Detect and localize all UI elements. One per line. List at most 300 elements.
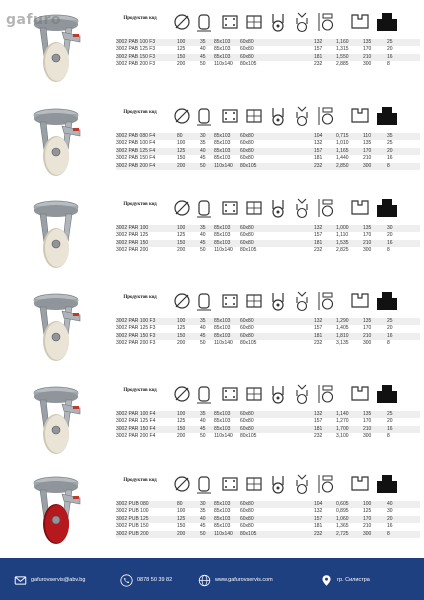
table-cell: 181 <box>314 155 323 162</box>
table-cell: 2,825 <box>336 247 349 254</box>
swivel-brake-icon <box>292 383 312 405</box>
table-row <box>116 433 420 440</box>
table-cell: 1,365 <box>336 523 349 530</box>
weight-icon <box>349 290 371 310</box>
table-cell: 60x80 <box>240 140 254 147</box>
table-cell: 8 <box>387 530 390 537</box>
table-cell: 157 <box>314 46 323 53</box>
table-cell: 35 <box>200 411 206 417</box>
bearing-type-icon <box>268 105 288 127</box>
table-cell: 110x140 <box>214 530 233 537</box>
table-cell: 60x80 <box>240 53 254 60</box>
table-cell: 232 <box>314 162 323 169</box>
table-cell: 104 <box>314 133 323 139</box>
wheel-width-icon <box>194 383 214 405</box>
load-capacity-icon <box>374 105 400 127</box>
table-cell: 3002 PAB 125 F4 <box>116 147 156 154</box>
table-cell: 1,550 <box>336 53 349 60</box>
table-cell: 30 <box>200 133 206 139</box>
table-cell: 3002 PAR 125 <box>116 232 149 239</box>
table-cell: 85x103 <box>214 147 231 154</box>
table-row <box>116 340 420 347</box>
table-row <box>116 411 420 418</box>
table-cell: 150 <box>177 332 186 339</box>
table-cell: 3002 PAB 100 F4 <box>116 140 156 147</box>
table-cell: 45 <box>200 53 206 60</box>
load-capacity-icon <box>374 473 400 495</box>
table-cell: 157 <box>314 418 323 425</box>
table-cell: 35 <box>200 318 206 324</box>
table-cell: 232 <box>314 340 323 347</box>
table-cell: 210 <box>363 523 372 530</box>
swivel-brake-icon <box>292 11 312 33</box>
table-cell: 35 <box>200 140 206 147</box>
table-cell: 0,895 <box>336 508 349 515</box>
table-row <box>116 148 420 155</box>
footer-email[interactable]: gafurovservis@abv.bg <box>14 572 85 588</box>
table-cell: 60x80 <box>240 147 254 154</box>
table-cell: 80x105 <box>240 61 257 68</box>
wheel-width-icon <box>194 105 214 127</box>
table-cell: 210 <box>363 425 372 432</box>
table-cell: 0,715 <box>336 133 349 139</box>
table-cell: 125 <box>177 232 186 239</box>
table-cell: 60x80 <box>240 425 254 432</box>
product-code-header: Продуктов код <box>123 295 157 300</box>
table-cell: 20 <box>387 46 393 53</box>
table-cell: 50 <box>200 61 206 68</box>
table-cell: 2,850 <box>336 162 349 169</box>
table-cell: 100 <box>177 140 186 147</box>
table-cell: 16 <box>387 155 393 162</box>
table-header <box>116 287 420 315</box>
table-cell: 8 <box>387 247 390 254</box>
table-cell: 40 <box>200 46 206 53</box>
table-cell: 1,110 <box>336 232 349 239</box>
table-cell: 8 <box>387 433 390 440</box>
hole-spacing-icon <box>244 290 264 312</box>
table-cell: 35 <box>200 39 206 45</box>
weight-icon <box>349 105 371 125</box>
footer-phone[interactable]: 0878 50 39 82 <box>120 572 172 588</box>
table-cell: 80x105 <box>240 247 257 254</box>
overall-height-icon <box>315 11 335 33</box>
table-cell: 200 <box>177 247 186 254</box>
bearing-type-icon <box>268 383 288 405</box>
table-header <box>116 8 420 36</box>
table-row <box>116 61 420 68</box>
table-cell: 132 <box>314 411 323 417</box>
location-pin-icon <box>320 574 333 587</box>
hole-spacing-icon <box>244 11 264 33</box>
table-cell: 50 <box>200 247 206 254</box>
table-cell: 20 <box>387 232 393 239</box>
table-cell: 210 <box>363 332 372 339</box>
table-row <box>116 523 420 530</box>
table-cell: 132 <box>314 140 323 147</box>
footer-location: гр. Силистра <box>320 572 370 588</box>
table-cell: 104 <box>314 501 323 507</box>
table-cell: 20 <box>387 418 393 425</box>
table-cell: 170 <box>363 147 372 154</box>
wheel-diameter-icon <box>172 383 192 405</box>
product-block <box>0 102 424 182</box>
table-cell: 181 <box>314 239 323 246</box>
table-cell: 8 <box>387 162 390 169</box>
overall-height-icon <box>315 105 335 127</box>
table-cell: 170 <box>363 418 372 425</box>
table-cell: 3002 PAB 080 F4 <box>116 133 156 139</box>
table-cell: 110x140 <box>214 340 233 347</box>
table-header <box>116 380 420 408</box>
wheel-diameter-icon <box>172 473 192 495</box>
table-cell: 85x103 <box>214 508 231 515</box>
table-cell: 135 <box>363 140 372 147</box>
caster-wheel-image <box>26 291 86 365</box>
table-cell: 8 <box>387 340 390 347</box>
load-capacity-icon <box>374 383 400 405</box>
table-cell: 200 <box>177 162 186 169</box>
wheel-width-icon <box>194 197 214 219</box>
table-row <box>116 133 420 140</box>
table-row <box>116 501 420 508</box>
table-cell: 1,810 <box>336 332 349 339</box>
table-row <box>116 247 420 254</box>
table-cell: 157 <box>314 325 323 332</box>
table-cell: 40 <box>200 515 206 522</box>
table-cell: 232 <box>314 247 323 254</box>
table-row <box>116 508 420 515</box>
table-cell: 85x103 <box>214 418 231 425</box>
wheel-diameter-icon <box>172 11 192 33</box>
table-cell: 2,725 <box>336 530 349 537</box>
spec-table <box>116 102 420 182</box>
table-cell: 16 <box>387 53 393 60</box>
product-block <box>0 470 424 550</box>
table-cell: 1,290 <box>336 318 349 324</box>
table-cell: 125 <box>177 325 186 332</box>
table-cell: 157 <box>314 515 323 522</box>
table-cell: 35 <box>200 508 206 515</box>
spec-table <box>116 194 420 274</box>
table-row <box>116 418 420 425</box>
table-cell: 150 <box>177 53 186 60</box>
weight-icon <box>349 197 371 217</box>
table-cell: 181 <box>314 425 323 432</box>
table-cell: 50 <box>200 433 206 440</box>
table-header <box>116 194 420 222</box>
table-cell: 85x103 <box>214 155 231 162</box>
table-cell: 60x80 <box>240 155 254 162</box>
plate-size-icon <box>220 383 240 405</box>
table-cell: 135 <box>363 39 372 45</box>
table-row <box>116 46 420 53</box>
table-cell: 125 <box>177 418 186 425</box>
table-cell: 125 <box>177 515 186 522</box>
table-cell: 25 <box>387 39 393 45</box>
table-cell: 20 <box>387 325 393 332</box>
table-cell: 50 <box>200 340 206 347</box>
spec-table <box>116 470 420 550</box>
table-cell: 1,440 <box>336 155 349 162</box>
table-cell: 85x103 <box>214 239 231 246</box>
product-block <box>0 380 424 460</box>
table-cell: 132 <box>314 318 323 324</box>
overall-height-icon <box>315 197 335 219</box>
table-cell: 25 <box>387 318 393 324</box>
table-cell: 60x80 <box>240 418 254 425</box>
table-row <box>116 140 420 147</box>
bearing-type-icon <box>268 290 288 312</box>
table-cell: 232 <box>314 530 323 537</box>
table-cell: 16 <box>387 523 393 530</box>
table-cell: 3002 PAR 200 <box>116 247 149 254</box>
table-cell: 40 <box>200 232 206 239</box>
table-cell: 80x105 <box>240 340 257 347</box>
table-row <box>116 318 420 325</box>
table-cell: 60x80 <box>240 225 254 231</box>
load-capacity-icon <box>374 197 400 219</box>
table-cell: 3002 PAR 125 F3 <box>116 325 156 332</box>
globe-icon <box>198 574 211 587</box>
table-cell: 135 <box>363 411 372 417</box>
table-cell: 45 <box>200 425 206 432</box>
table-cell: 181 <box>314 332 323 339</box>
table-cell: 100 <box>177 39 186 45</box>
table-cell: 30 <box>387 225 393 231</box>
table-cell: 110x140 <box>214 162 233 169</box>
table-cell: 1,165 <box>336 147 349 154</box>
table-cell: 85x103 <box>214 501 231 507</box>
table-cell: 80x105 <box>240 530 257 537</box>
table-cell: 60x80 <box>240 133 254 139</box>
table-cell: 132 <box>314 39 323 45</box>
table-cell: 210 <box>363 239 372 246</box>
wheel-diameter-icon <box>172 290 192 312</box>
hole-spacing-icon <box>244 383 264 405</box>
table-cell: 80 <box>177 501 183 507</box>
product-code-header: Продуктов код <box>123 202 157 207</box>
table-cell: 135 <box>363 225 372 231</box>
table-cell: 85x103 <box>214 515 231 522</box>
table-cell: 50 <box>200 162 206 169</box>
table-cell: 60x80 <box>240 232 254 239</box>
hole-spacing-icon <box>244 473 264 495</box>
table-cell: 30 <box>200 501 206 507</box>
table-cell: 25 <box>387 411 393 417</box>
table-header <box>116 470 420 498</box>
table-cell: 8 <box>387 61 390 68</box>
table-cell: 80 <box>177 133 183 139</box>
product-block <box>0 287 424 367</box>
table-cell: 1,270 <box>336 418 349 425</box>
phone-icon <box>120 574 133 587</box>
table-cell: 3002 PUB 125 <box>116 515 149 522</box>
table-cell: 85x103 <box>214 318 231 324</box>
table-cell: 150 <box>177 523 186 530</box>
table-cell: 157 <box>314 232 323 239</box>
swivel-brake-icon <box>292 105 312 127</box>
table-cell: 0,605 <box>336 501 349 507</box>
wheel-width-icon <box>194 11 214 33</box>
table-cell: 35 <box>200 225 206 231</box>
table-cell: 80x105 <box>240 162 257 169</box>
table-cell: 16 <box>387 239 393 246</box>
table-cell: 181 <box>314 523 323 530</box>
table-cell: 85x103 <box>214 225 231 231</box>
table-cell: 3002 PAB 100 F3 <box>116 39 156 45</box>
table-row <box>116 54 420 61</box>
envelope-icon <box>14 574 27 587</box>
plate-size-icon <box>220 290 240 312</box>
table-cell: 3002 PAR 100 F3 <box>116 318 156 324</box>
overall-height-icon <box>315 383 335 405</box>
table-cell: 110 <box>363 133 371 139</box>
table-cell: 200 <box>177 340 186 347</box>
table-cell: 181 <box>314 53 323 60</box>
table-cell: 210 <box>363 155 372 162</box>
table-cell: 85x103 <box>214 46 231 53</box>
table-cell: 60x80 <box>240 501 254 507</box>
table-cell: 40 <box>200 147 206 154</box>
table-cell: 300 <box>363 162 372 169</box>
table-cell: 85x103 <box>214 332 231 339</box>
table-cell: 3002 PUB 150 <box>116 523 149 530</box>
wheel-diameter-icon <box>172 105 192 127</box>
table-row <box>116 163 420 170</box>
table-cell: 45 <box>200 332 206 339</box>
product-block <box>0 8 424 88</box>
table-cell: 232 <box>314 433 323 440</box>
product-code-header: Продуктов код <box>123 478 157 483</box>
hole-spacing-icon <box>244 197 264 219</box>
swivel-brake-icon <box>292 197 312 219</box>
table-cell: 210 <box>363 53 372 60</box>
table-cell: 3002 PAR 150 <box>116 239 149 246</box>
table-cell: 85x103 <box>214 140 231 147</box>
table-cell: 110x140 <box>214 247 233 254</box>
table-cell: 300 <box>363 340 372 347</box>
table-cell: 3002 PAB 150 F3 <box>116 53 156 60</box>
table-cell: 45 <box>200 155 206 162</box>
overall-height-icon <box>315 290 335 312</box>
weight-icon <box>349 383 371 403</box>
table-cell: 85x103 <box>214 325 231 332</box>
table-cell: 232 <box>314 61 323 68</box>
bearing-type-icon <box>268 11 288 33</box>
table-row <box>116 516 420 523</box>
product-code-header: Продуктов код <box>123 16 157 21</box>
table-cell: 3002 PAB 200 F4 <box>116 162 156 169</box>
table-cell: 200 <box>177 530 186 537</box>
table-cell: 300 <box>363 247 372 254</box>
product-block <box>0 194 424 274</box>
footer-website[interactable]: www.gafurovservis.com <box>198 572 273 588</box>
bearing-type-icon <box>268 197 288 219</box>
table-cell: 125 <box>363 508 372 515</box>
swivel-brake-icon <box>292 290 312 312</box>
table-cell: 60x80 <box>240 318 254 324</box>
contact-footer <box>0 558 424 600</box>
table-cell: 125 <box>177 46 186 53</box>
table-cell: 85x103 <box>214 232 231 239</box>
weight-icon <box>349 473 371 493</box>
table-cell: 110x140 <box>214 433 233 440</box>
watermark-text: gafuro <box>6 12 62 28</box>
wheel-width-icon <box>194 473 214 495</box>
table-cell: 3002 PAB 150 F4 <box>116 155 156 162</box>
table-row <box>116 232 420 239</box>
table-cell: 3,100 <box>336 433 349 440</box>
table-cell: 45 <box>200 239 206 246</box>
product-code-header: Продуктов код <box>123 388 157 393</box>
table-row <box>116 531 420 538</box>
table-cell: 1,140 <box>336 411 349 417</box>
table-cell: 110x140 <box>214 61 233 68</box>
load-capacity-icon <box>374 11 400 33</box>
wheel-width-icon <box>194 290 214 312</box>
table-row <box>116 225 420 232</box>
table-cell: 3002 PAR 150 F4 <box>116 425 156 432</box>
table-cell: 85x103 <box>214 411 231 417</box>
table-cell: 1,700 <box>336 425 349 432</box>
table-cell: 300 <box>363 433 372 440</box>
table-cell: 135 <box>363 318 372 324</box>
table-cell: 60x80 <box>240 46 254 53</box>
table-cell: 3002 PUB 080 <box>116 501 149 507</box>
table-cell: 40 <box>200 418 206 425</box>
table-cell: 60x80 <box>240 332 254 339</box>
table-cell: 85x103 <box>214 425 231 432</box>
table-cell: 30 <box>387 508 393 515</box>
table-cell: 3002 PUB 200 <box>116 530 149 537</box>
table-cell: 1,160 <box>336 39 349 45</box>
table-cell: 60x80 <box>240 523 254 530</box>
table-cell: 60x80 <box>240 39 254 45</box>
table-cell: 3002 PAR 200 F3 <box>116 340 156 347</box>
table-cell: 1,315 <box>336 46 349 53</box>
caster-wheel-image <box>26 474 86 548</box>
table-cell: 60x80 <box>240 508 254 515</box>
caster-wheel-image <box>26 198 86 272</box>
table-cell: 45 <box>200 523 206 530</box>
table-cell: 20 <box>387 147 393 154</box>
table-cell: 1,060 <box>336 515 349 522</box>
bearing-type-icon <box>268 473 288 495</box>
plate-size-icon <box>220 197 240 219</box>
spec-table <box>116 287 420 367</box>
table-cell: 170 <box>363 232 372 239</box>
table-cell: 170 <box>363 46 372 53</box>
table-cell: 25 <box>387 140 393 147</box>
table-cell: 60x80 <box>240 239 254 246</box>
table-cell: 1,010 <box>336 140 349 147</box>
table-cell: 100 <box>177 318 186 324</box>
table-cell: 1,535 <box>336 239 349 246</box>
spec-table <box>116 8 420 88</box>
product-code-header: Продуктов код <box>123 110 157 115</box>
caster-wheel-image <box>26 384 86 458</box>
table-row <box>116 325 420 332</box>
table-cell: 100 <box>177 411 186 417</box>
plate-size-icon <box>220 473 240 495</box>
table-cell: 40 <box>200 325 206 332</box>
table-cell: 300 <box>363 61 372 68</box>
table-cell: 50 <box>200 530 206 537</box>
table-cell: 3002 PAB 200 F3 <box>116 61 156 68</box>
table-row <box>116 426 420 433</box>
table-cell: 3002 PAR 200 F4 <box>116 433 156 440</box>
